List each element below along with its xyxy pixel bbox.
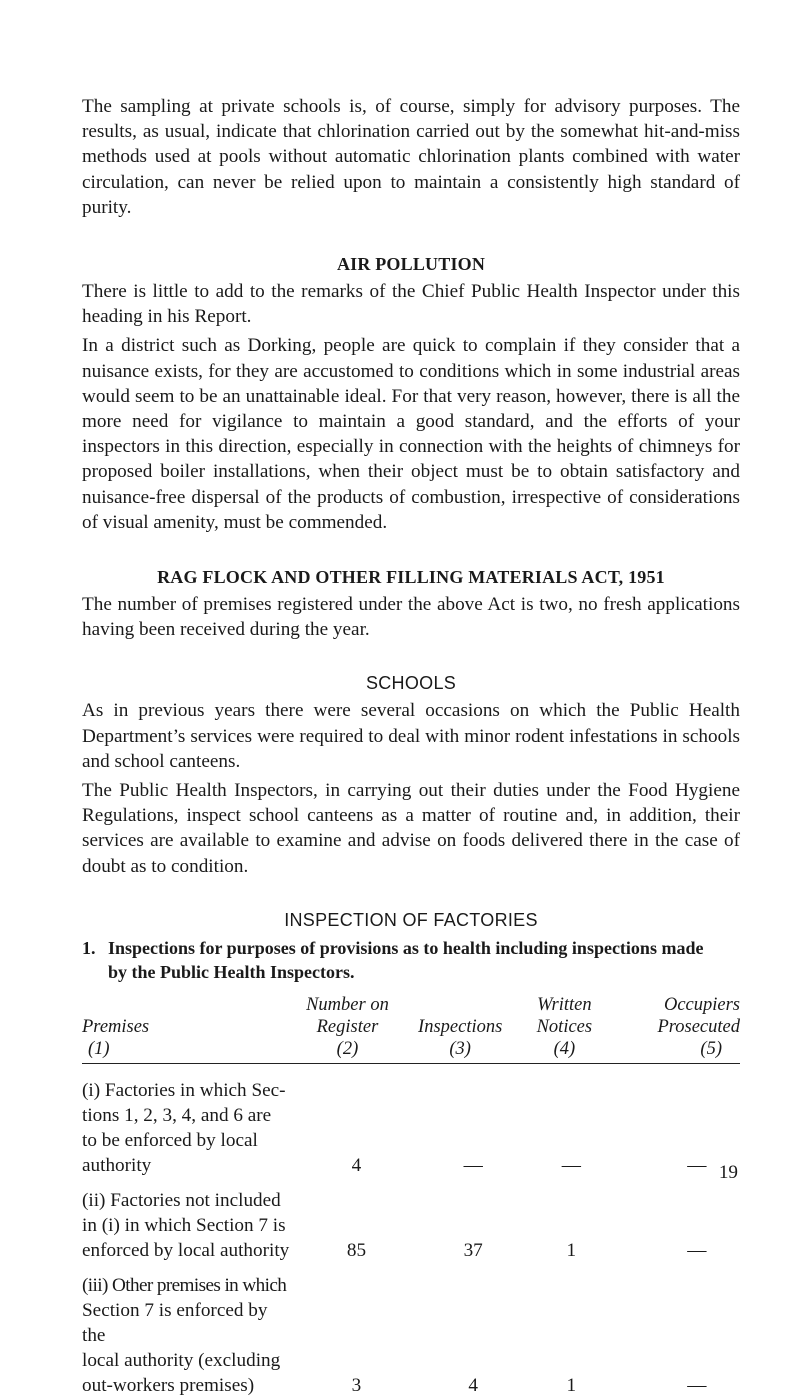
cell-prosecuted: —	[687, 1239, 707, 1261]
header-prosecuted: Prosecuted	[657, 1016, 740, 1037]
row-label	[82, 1263, 290, 1398]
header-num-3: (3)	[405, 1038, 515, 1064]
item-line-1: Inspections for purposes of provisions as to health including inspections made	[108, 937, 704, 958]
item-line-2: by the Public Health Inspectors.	[108, 961, 355, 982]
header-num-4: (4)	[515, 1038, 613, 1064]
page-number: 19	[718, 1162, 738, 1183]
header-premises-line1	[82, 994, 290, 1016]
table-row	[82, 1063, 740, 1178]
row-label	[82, 1178, 290, 1263]
header-number-row	[82, 1038, 740, 1064]
factories-item-1	[82, 936, 740, 984]
row-label-line: enforced by local authority	[82, 1239, 290, 1261]
factories-table	[82, 994, 740, 1398]
document-page	[82, 94, 740, 1398]
row-label-line: in (i) in which Section 7 is	[82, 1214, 286, 1236]
cell-inspections: 37	[463, 1239, 483, 1261]
header-notices-line1: Written	[537, 994, 592, 1015]
schools-heading: SCHOOLS	[365, 673, 457, 694]
header-num-1: (1)	[82, 1038, 290, 1064]
header-row-1	[82, 994, 740, 1016]
row-label	[82, 1063, 290, 1178]
row-label-line: tions 1, 2, 3, 4, and 6 are	[82, 1104, 272, 1126]
air-pollution-heading: AIR POLLUTION	[336, 254, 486, 275]
schools-para-2: The Public Health Inspectors, in carrying out their duties under the Food Hygiene Regulations, inspect school canteens as a matter of routine and, in addition, their services are available to examine and advise on foods delivered there in the case of doubt as to condition.	[82, 780, 740, 877]
intro-paragraph: The sampling at private schools is, of course, simply for advisory purposes. The results, as usual, indicate that chlorination carried out by the somewhat hit-and-miss methods used at pools without automatic chlorination plants combined with water circulation, can never be relied upon to maintain a consistently high standard of purity.	[82, 96, 740, 218]
cell-notices: 1	[566, 1239, 577, 1261]
header-num-2: (2)	[290, 1038, 406, 1064]
row-label-line: out-workers premises)	[82, 1374, 255, 1396]
header-row-2	[82, 1016, 740, 1038]
header-inspections-line1	[405, 994, 515, 1016]
cell-register: 3	[351, 1374, 362, 1396]
table-row	[82, 1178, 740, 1263]
air-pollution-para-2: In a district such as Dorking, people are quick to complain if they consider that a nuisance exists, for they are accustomed to conditions which in some industrial areas would seem to be an unattainable ideal. For that very reason, however, there is all the more need for vigilance to maintain a good standard, and the efforts of your inspectors in this direction, especially in connection with the heights of chimneys for proposed boiler installations, when their object must be to obtain satisfactory and nuisance-free dispersal of the products of combustion, irrespective of considerations of visual amenity, must be commended.	[82, 335, 740, 533]
row-label-line: Section 7 is enforced by the	[82, 1299, 268, 1346]
row-label-line: to be enforced by local	[82, 1129, 258, 1151]
header-register-line1: Number on	[306, 994, 389, 1015]
row-label-line: (iii) Other premises in which	[82, 1274, 287, 1296]
cell-register: 4	[351, 1154, 362, 1176]
header-prosecuted-line1: Occupiers	[663, 994, 740, 1015]
cell-prosecuted: —	[687, 1374, 707, 1396]
table-row	[82, 1263, 740, 1398]
row-label-line: (i) Factories in which Sec-	[82, 1079, 286, 1101]
header-notices: Notices	[536, 1016, 593, 1037]
cell-prosecuted: —	[687, 1154, 707, 1176]
air-pollution-para-1: There is little to add to the remarks of the Chief Public Health Inspector under this heading in his Report.	[82, 281, 740, 328]
row-label-line: authority	[82, 1154, 152, 1176]
item-number: 1.	[82, 937, 96, 958]
schools-para-1: As in previous years there were several occasions on which the Public Health Department’s services were required to deal with minor rodent infestations in schools and school canteens.	[82, 700, 740, 772]
rag-flock-para-1: The number of premises registered under the above Act is two, no fresh applications having been received during the year.	[82, 594, 740, 641]
header-premises: Premises	[82, 1016, 150, 1037]
header-num-5: (5)	[614, 1038, 740, 1064]
cell-inspections: 4	[468, 1374, 478, 1396]
row-label-line: local authority (excluding	[82, 1349, 281, 1371]
rag-flock-heading: RAG FLOCK AND OTHER FILLING MATERIALS ACT, 1951	[157, 567, 665, 588]
header-register: Register	[316, 1016, 379, 1037]
cell-notices: 1	[566, 1374, 577, 1396]
cell-inspections: —	[463, 1154, 483, 1176]
cell-notices: —	[561, 1154, 581, 1176]
header-inspections: Inspections	[418, 1016, 503, 1037]
factories-heading: INSPECTION OF FACTORIES	[284, 909, 538, 930]
cell-register: 85	[346, 1239, 367, 1261]
row-label-line: (ii) Factories not included	[82, 1189, 281, 1211]
